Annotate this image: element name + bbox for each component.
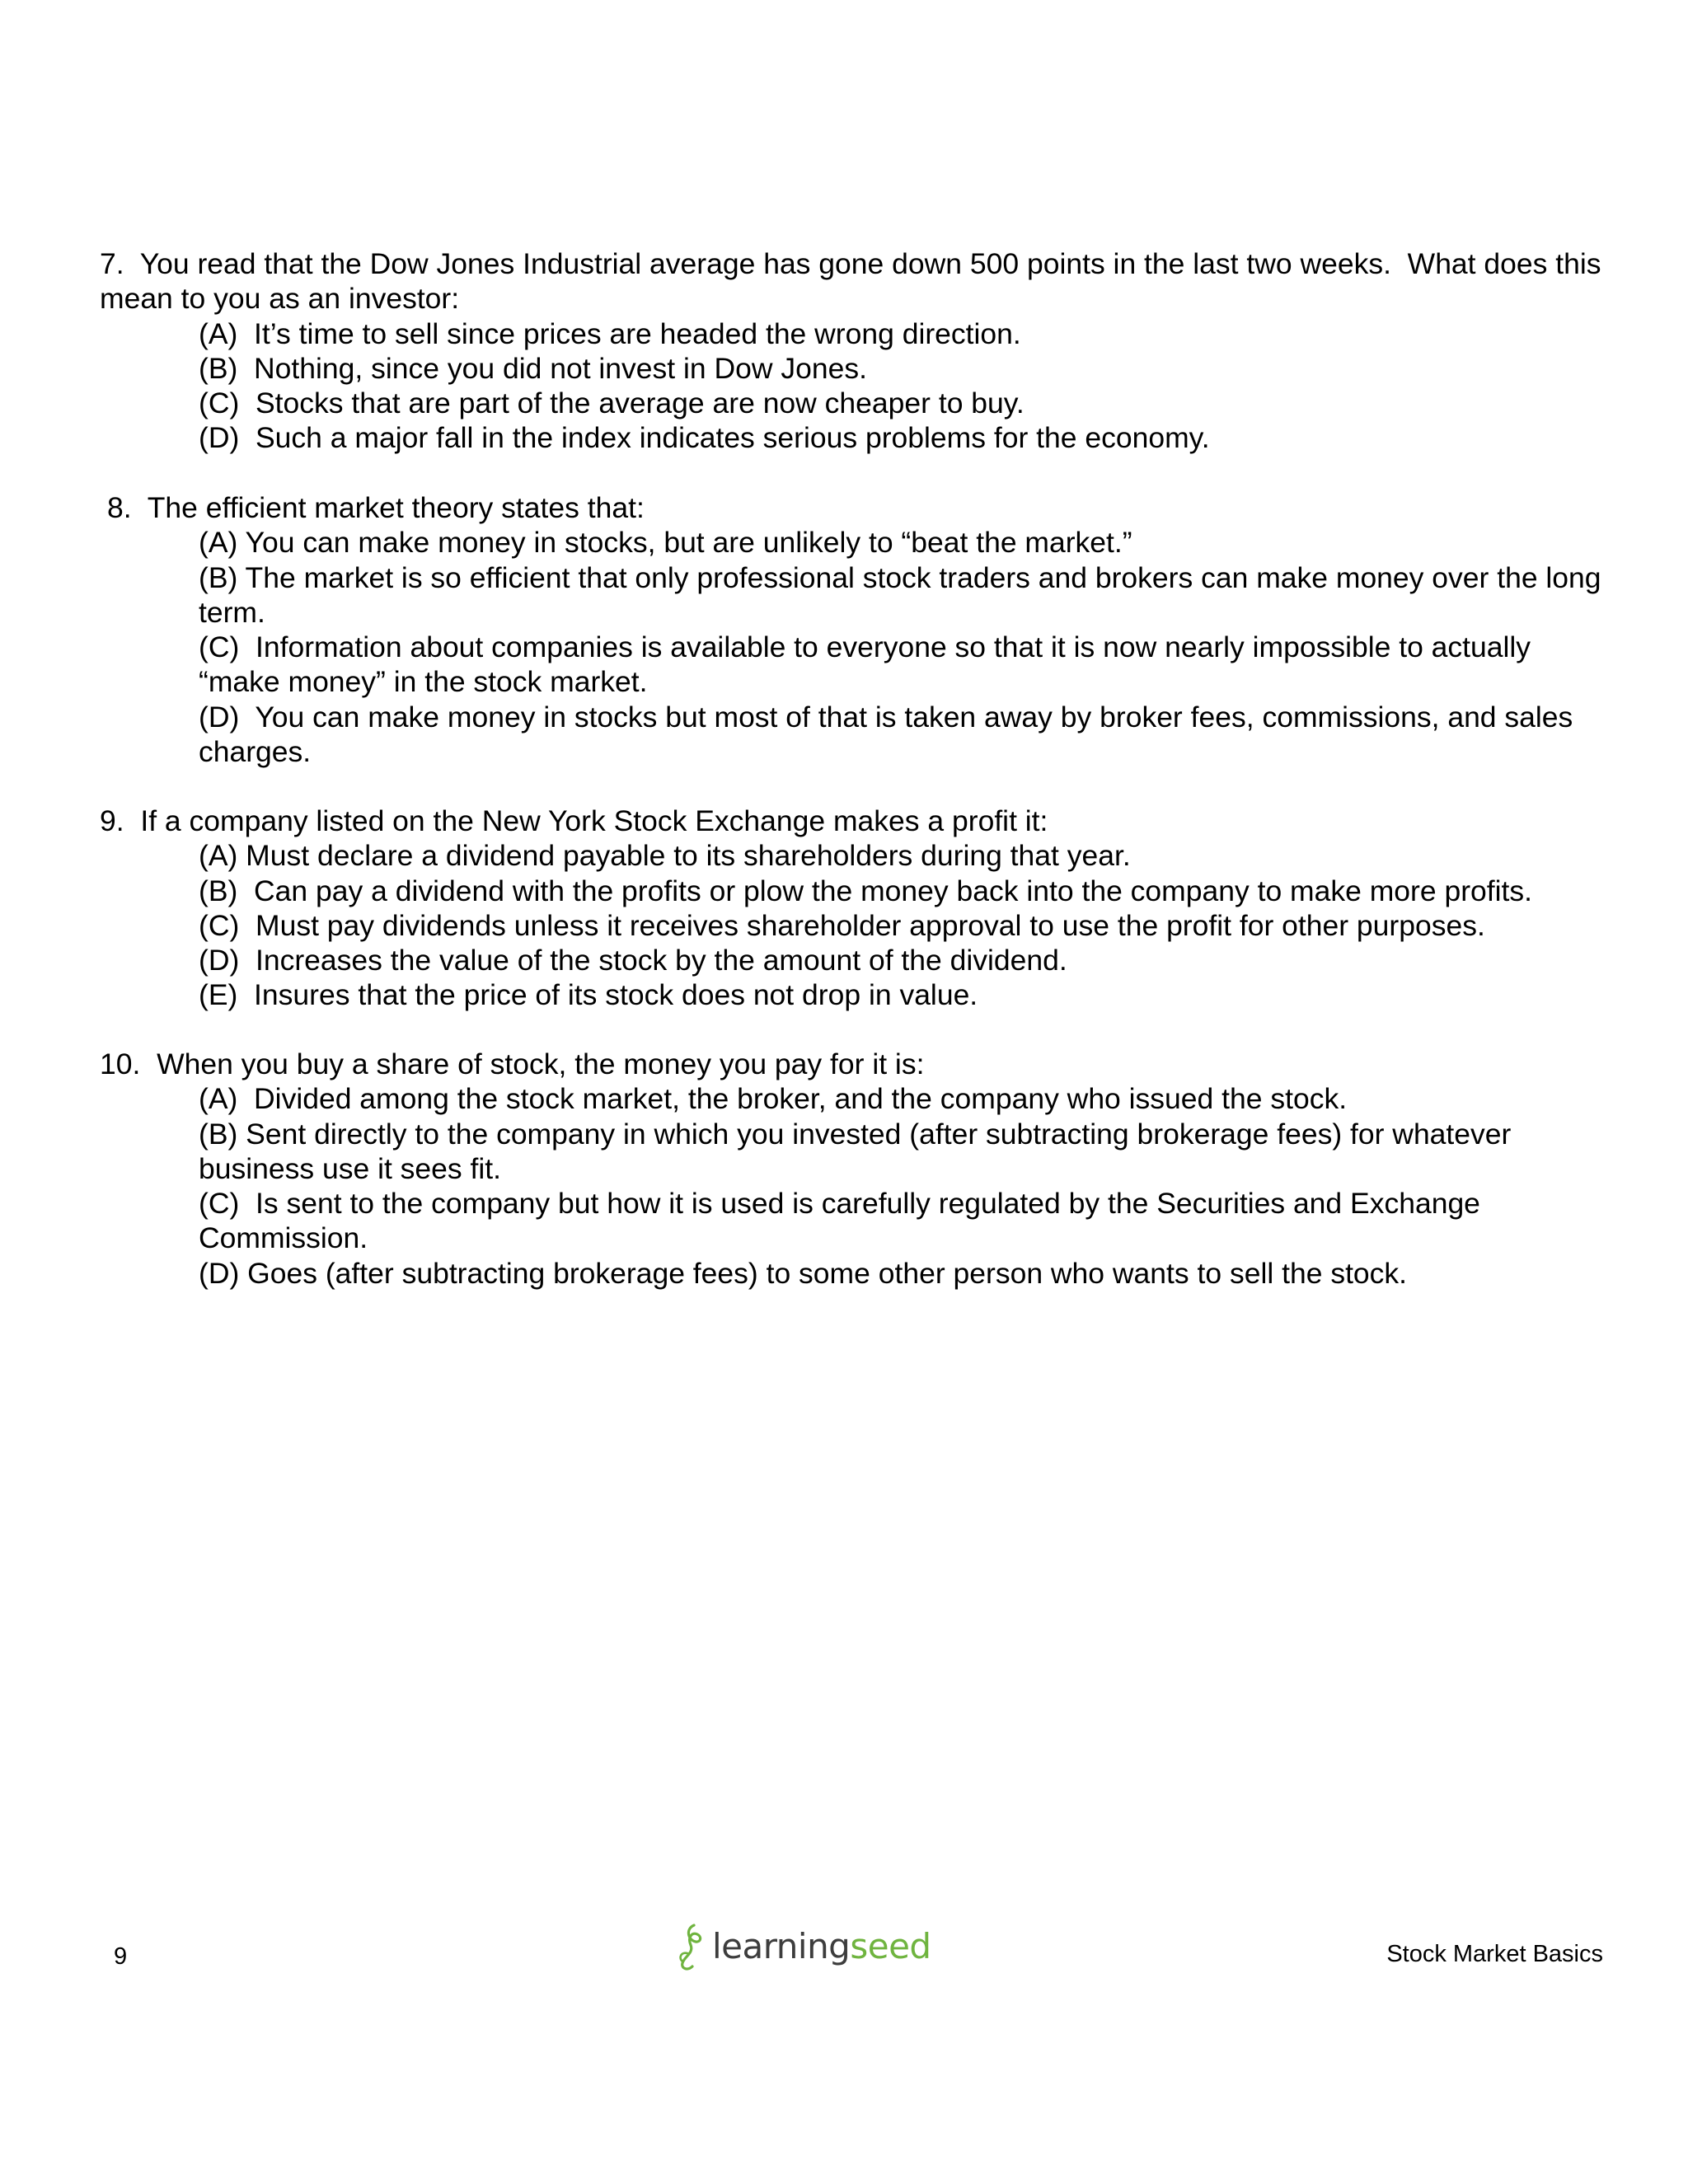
question-q10 [100,1047,1608,1291]
answer-options [100,316,1608,456]
page-number: 9 [114,1943,128,1970]
answer-options [100,838,1608,1012]
answer-options [100,1081,1608,1291]
answer-option: (C) Stocks that are part of the average are now cheaper to buy. [199,387,1025,420]
document-title: Stock Market Basics [1386,1941,1603,1967]
answer-option: (B) Nothing, since you did not invest in Dow Jones. [199,351,867,385]
answer-option: (D) Goes (after subtracting brokerage fees) to some other person who wants to sell the stock. [199,1256,1408,1290]
answer-option: (A) You can make money in stocks, but are unlikely to “beat the market.” [199,526,1132,560]
answer-option: (C) Information about companies is available to everyone so that it is now nearly impossible to actually “make money” in the stock market. [199,630,1539,699]
answer-option: (B) Can pay a dividend with the profits or plow the money back into the company to make more profits. [199,874,1533,907]
answer-option: (A) It’s time to sell since prices are headed the wrong direction. [199,316,1021,350]
answer-options [107,525,1615,769]
answer-option: (D) You can make money in stocks but most of that is taken away by broker fees, commissions, and sales charges. [199,700,1582,769]
question-stem: 9. If a company listed on the New York Stock Exchange makes a profit it: [100,804,1048,837]
answer-option: (C) Must pay dividends unless it receives shareholder approval to use the profit for other purposes. [199,908,1485,942]
question-stem: 8. The efficient market theory states that: [107,491,645,524]
answer-option: (B) The market is so efficient that only professional stock traders and brokers can make money over the long term. [199,560,1610,629]
logo-text-learning: learning [712,1926,851,1966]
answer-option: (B) Sent directly to the company in which you invested (after subtracting brokerage fees) for whatever business use it sees fit. [199,1117,1520,1185]
seed-sprout-icon [676,1920,709,1973]
answer-option: (E) Insures that the price of its stock does not drop in value. [199,978,978,1012]
question-stem: 10. When you buy a share of stock, the money you pay for it is: [100,1047,925,1080]
question-stem: 7. You read that the Dow Jones Industrial average has gone down 500 points in the last two weeks. What does this mean to you as an investor: [100,247,1610,316]
answer-option: (D) Increases the value of the stock by the amount of the dividend. [199,944,1067,977]
answer-option: (A) Divided among the stock market, the broker, and the company who issued the stock. [199,1082,1348,1116]
answer-option: (A) Must declare a dividend payable to its shareholders during that year. [199,839,1131,873]
answer-option: (C) Is sent to the company but how it is used is carefully regulated by the Securities and Exchange Commission. [199,1187,1489,1255]
learningseed-logo [676,1920,931,1973]
logo-text-seed: seed [850,1926,931,1966]
answer-option: (D) Such a major fall in the index indicates serious problems for the economy. [199,421,1210,455]
question-q8 [107,490,1615,769]
question-q9 [100,804,1608,1013]
question-q7 [100,246,1608,456]
